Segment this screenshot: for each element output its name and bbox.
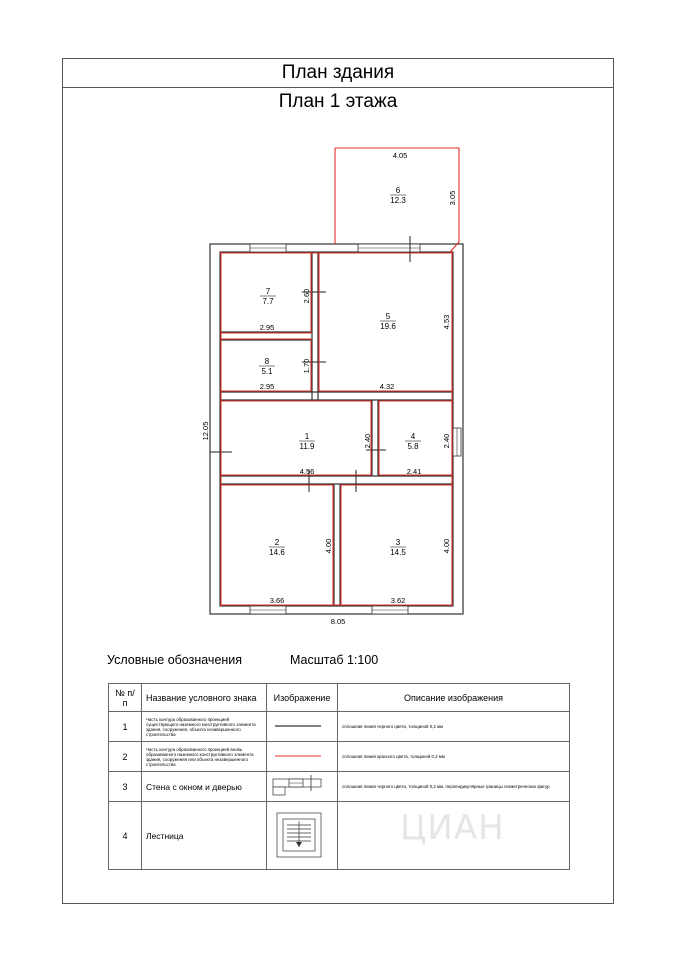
dim-2-height: 4.00 [324,538,333,554]
room-8-area: 5.1 [261,367,273,376]
red-line-sample [271,751,325,761]
legend-row-name: Лестница [142,802,267,870]
dim-1-width: 4.56 [299,467,315,476]
dim-1-height: 2.40 [363,433,372,449]
dim-3-width: 3.62 [390,596,406,605]
floor-title: План 1 этажа [278,91,398,112]
dim-7-width: 2.95 [259,323,275,332]
dim-8-width: 2.95 [259,382,275,391]
legend-row-num: 2 [109,742,142,772]
wall-v-1-4 [372,400,378,476]
legend-row-name: Часть контура образованного проекцией вновь образованного наземного конструктивного элемента здания, сооружения или объекта незавершенного строительства [142,742,267,772]
staircase-icon [271,807,325,863]
legend-row-name: Часть контура образованного проекцией существующего наземного конструктивного элемента здания, сооружения, объекта незавершенного строительства [142,712,267,742]
legend-header-name: Название условного знака [142,684,267,712]
legend-row-num: 3 [109,772,142,802]
legend-row-image [267,712,338,742]
wall-v-2-3 [334,484,340,606]
dim-3-height: 4.00 [442,538,451,554]
outer-wall-inner [220,252,453,606]
dim-8-height: 1.70 [302,358,311,374]
legend-row-image [267,772,338,802]
room-8-number: 8 [264,357,270,366]
legend-header-desc: Описание изображения [338,684,570,712]
black-line-sample [271,721,325,731]
wall-v-left-upper [312,252,318,400]
room-5-number: 5 [385,312,391,321]
dim-4-height: 2.40 [442,433,451,449]
room-3-area: 14.5 [390,548,406,557]
dim-6-height: 3.05 [448,190,457,206]
room-6-number: 6 [395,186,401,195]
wall-window-door-icon [271,775,325,797]
legend-row-image [267,742,338,772]
legend-row-name: Стена с окном и дверью [142,772,267,802]
room-1-area: 11.9 [299,442,315,451]
dim-overall-height: 12.05 [201,421,210,441]
legend-row-num: 4 [109,802,142,870]
room-2-area: 14.6 [269,548,285,557]
legend-row-desc: сплошная линия черного цвета, толщиной 0,2 мм, перпендикулярные границы геометрических фигур [338,772,570,802]
legend-header-image: Изображение [267,684,338,712]
outer-wall-outer [210,244,463,614]
room-4-area: 5.8 [407,442,419,451]
dim-2-width: 3.66 [269,596,285,605]
wall-h-mid [220,392,453,400]
legend-row-desc: сплошная линия красного цвета, толщиной 0,2 мм [338,742,570,772]
room-4-number: 4 [410,432,416,441]
room-7-number: 7 [265,287,271,296]
room-6-area: 12.3 [390,196,406,205]
scale-label: Масштаб 1:100 [290,653,379,667]
dim-6-width: 4.05 [392,151,408,160]
page-title: План здания [62,58,614,88]
dim-7-height: 2.60 [302,288,311,304]
room-7-area: 7.7 [262,297,274,306]
legend-caption: Условные обозначения [107,653,243,667]
dim-5-width: 4.32 [379,382,395,391]
room-1-number: 1 [304,432,310,441]
dim-5-height: 4.53 [442,314,451,330]
wall-h-lower [220,476,453,484]
dim-4-width: 2.41 [406,467,422,476]
legend-row-image [267,802,338,870]
room-3-number: 3 [395,538,401,547]
legend-header-num: № п/п [109,684,142,712]
dim-overall-width: 8.05 [330,617,346,626]
legend-row-desc: сплошная линия черного цвета, толщиной 0,2 мм [338,712,570,742]
legend-row-num: 1 [109,712,142,742]
watermark-logo: ЦИАН [400,808,505,848]
room-2-number: 2 [274,538,280,547]
room-5-area: 19.6 [380,322,396,331]
